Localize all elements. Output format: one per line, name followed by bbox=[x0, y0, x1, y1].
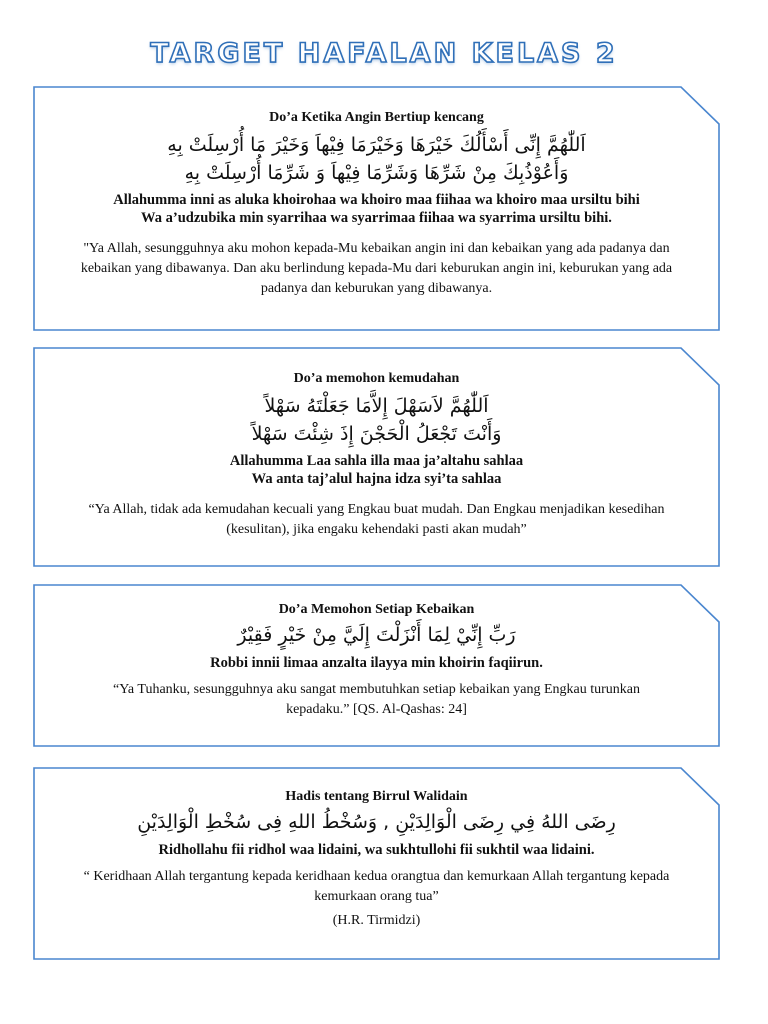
hadith-source: (H.R. Tirmidzi) bbox=[332, 912, 421, 928]
card-title: Do’a memohon kemudahan bbox=[293, 371, 460, 386]
arabic-line: وَأَعُوْذُبِكَ مِنْ شَرِّهَا وَشَرِّمَا فِيْهاَ وَ شَرِّمَا أُرْسِلَتْ بِهِ bbox=[184, 161, 569, 184]
meaning-text: “ Keridhaan Allah tergantung kepada keridhaan kedua orangtua dan kemurkaan Allah tergantung kepada kemurkaan orang tua” bbox=[83, 868, 670, 904]
latin-line: Allahumma Laa sahla illa maa ja’altahu sahlaa bbox=[229, 453, 524, 470]
latin-line: Allahumma inni as aluka khoirohaa wa khoiro maa fiihaa wa khoiro maa ursiltu bihi bbox=[113, 192, 640, 209]
card-title: Do’a Memohon Setiap Kebaikan bbox=[278, 602, 475, 617]
card-title: Do’a Ketika Angin Bertiup kencang bbox=[269, 110, 484, 125]
latin-line: Wa a’udzubika min syarrihaa wa syarrimaa fiihaa wa syarrima ursiltu bihi. bbox=[141, 210, 612, 227]
latin-line: Robbi innii limaa anzalta ilayya min khoirin faqiirun. bbox=[210, 654, 543, 671]
meaning-text: “Ya Allah, tidak ada kemudahan kecuali yang Engkau buat mudah. Dan Engkau menjadikan kesedihan (kesulitan), jika engaku kehendaki pasti akan mudah” bbox=[88, 502, 665, 538]
meaning-text: “Ya Tuhanku, sesungguhnya aku sangat membutuhkan setiap kebaikan yang Engkau turunkan kepadaku.” [QS. Al-Qashas: 24] bbox=[113, 681, 640, 717]
arabic-line: اَللّٰهُمَّ لاَسَهْلَ إِلاَّمَا جَعَلْتَهُ سَهْلاً bbox=[264, 395, 489, 417]
doa-card-kebaikan bbox=[33, 584, 720, 747]
doa-card-angin bbox=[33, 86, 720, 331]
arabic-line: اَللّٰهُمَّ إِنِّى أَسْأَلُكَ خَيْرَهَا وَخَيْرَمَا فِيْهاَ وَخَيْرَ مَا أُرْسِلَتْ بِهِ bbox=[167, 134, 586, 156]
arabic-line: رَبِّ إِنِّيْ لِمَا أَنْزَلْتَ إِلَيَّ مِنْ خَيْرٍ فَقِيْرٌ bbox=[237, 624, 516, 646]
arabic-line: رِضَى اللهُ فِي رِضَى الْوَالِدَيْنِ , وَسُخْطُ اللهِ فِى سُخْطِ الْوَالِدَيْنِ bbox=[137, 811, 616, 833]
hadis-card-birrul-walidain bbox=[33, 767, 720, 960]
arabic-line: وَأَنْتَ تَجْعَلُ الْحَجْنَ إِذَ شِئْتَ سَهْلاً bbox=[251, 422, 502, 445]
meaning-text: "Ya Allah, sesungguhnya aku mohon kepada-Mu kebaikan angin ini dan kebaikan yang ada padanya dan kebaikan yang dibawanya. Dan aku berlindung kepada-Mu dari keburukan angin ini, keburukan yang ada padanya dan keburukan yang dibawanya. bbox=[80, 241, 673, 297]
doa-card-kemudahan bbox=[33, 347, 720, 567]
latin-line: Wa anta taj’alul hajna idza syi’ta sahlaa bbox=[251, 471, 502, 488]
latin-line: Ridhollahu fii ridhol waa lidaini, wa sukhtullohi fii sukhtil waa lidaini. bbox=[158, 841, 595, 858]
page-title: TARGET HAFALAN KELAS 2 bbox=[150, 38, 618, 69]
card-title: Hadis tentang Birrul Walidain bbox=[285, 789, 468, 804]
